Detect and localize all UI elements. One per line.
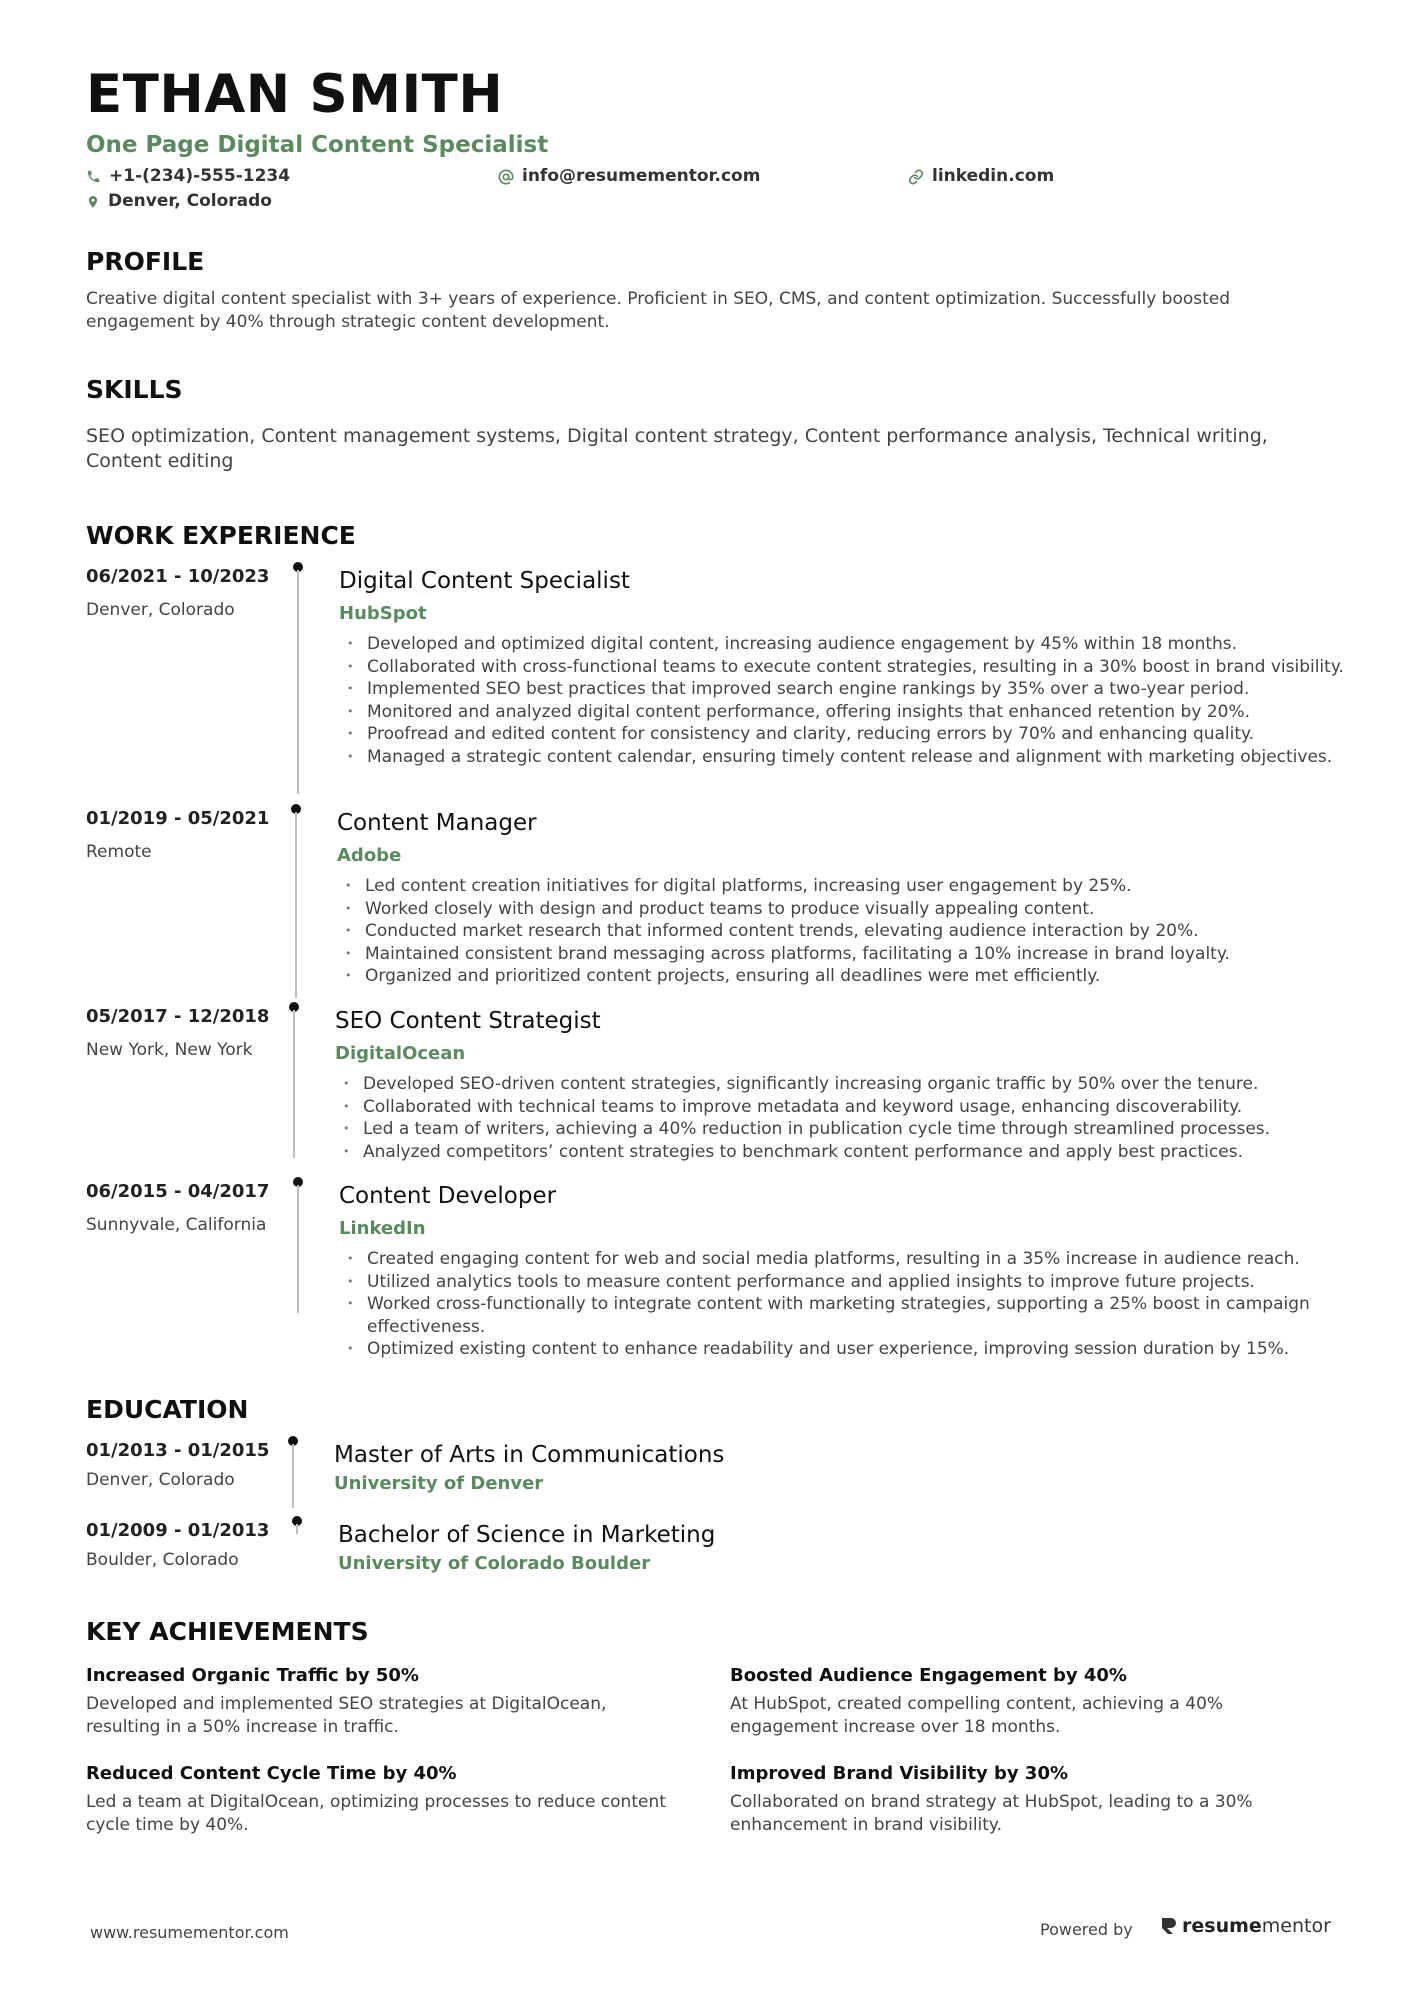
list-item: • Implemented SEO best practices that improved search engine rankings by 35% over a two-year period. <box>339 678 1349 701</box>
job-role: Content Manager <box>337 810 537 836</box>
job-role: Digital Content Specialist <box>339 568 630 594</box>
list-item: • Led content creation initiatives for digital platforms, increasing user engagement by 25%. <box>337 875 1347 898</box>
list-item: • Proofread and edited content for consistency and clarity, reducing errors by 70% and enhancing quality. <box>339 723 1349 746</box>
candidate-name: ETHAN SMITH <box>86 64 504 125</box>
job-role: SEO Content Strategist <box>335 1008 601 1034</box>
job-dates: 06/2015 - 04/2017 <box>86 1181 270 1202</box>
education-heading: EDUCATION <box>86 1395 249 1424</box>
timeline-line <box>297 1185 299 1313</box>
job-bullets <box>337 875 1347 988</box>
list-item: • Developed and optimized digital content, increasing audience engagement by 45% within 18 months. <box>339 633 1349 656</box>
logo-text-light: mentor <box>1261 1915 1331 1937</box>
profile-heading: PROFILE <box>86 247 205 276</box>
job-bullets <box>335 1073 1345 1163</box>
education-dates: 01/2013 - 01/2015 <box>86 1440 270 1461</box>
achievement-text: Collaborated on brand strategy at HubSpot, leading to a 30% enhancement in brand visibility. <box>730 1792 1253 1835</box>
list-item: • Developed SEO-driven content strategies, significantly increasing organic traffic by 50% over the tenure. <box>335 1073 1345 1096</box>
contact-linkedin[interactable] <box>908 168 1054 185</box>
location-pin-icon <box>86 194 100 210</box>
list-item: • Led a team of writers, achieving a 40% reduction in publication cycle time through streamlined processes. <box>335 1118 1345 1141</box>
education-location: Boulder, Colorado <box>86 1550 239 1570</box>
education-location: Denver, Colorado <box>86 1470 235 1490</box>
contact-location <box>86 193 272 210</box>
achievement-item <box>86 1765 686 1837</box>
timeline-line <box>292 1444 294 1508</box>
job-dates: 01/2019 - 05/2021 <box>86 808 270 829</box>
list-item: • Worked closely with design and product teams to produce visually appealing content. <box>337 898 1347 921</box>
achievement-item <box>86 1667 686 1739</box>
achievement-item <box>730 1667 1330 1739</box>
job-company: LinkedIn <box>339 1218 426 1239</box>
job-role: Content Developer <box>339 1183 557 1209</box>
skills-heading: SKILLS <box>86 375 183 404</box>
achievement-title: Improved Brand Visibility by 30% <box>730 1763 1069 1784</box>
job-bullets <box>339 633 1349 768</box>
work-experience-heading: WORK EXPERIENCE <box>86 521 356 550</box>
job-location: New York, New York <box>86 1040 253 1060</box>
achievement-text: At HubSpot, created compelling content, achieving a 40% engagement increase over 18 months. <box>730 1694 1224 1737</box>
achievement-text: Developed and implemented SEO strategies at DigitalOcean, resulting in a 50% increase in traffic. <box>86 1694 607 1737</box>
resumementor-logo[interactable] <box>1160 1915 1331 1937</box>
job-location: Sunnyvale, California <box>86 1215 267 1235</box>
skills-text: SEO optimization, Content management systems, Digital content strategy, Content performance analysis, Technical writing, Content editing <box>86 425 1268 472</box>
list-item: • Maintained consistent brand messaging across platforms, facilitating a 10% increase in brand loyalty. <box>337 943 1347 966</box>
list-item: • Utilized analytics tools to measure content performance and applied insights to improve future projects. <box>339 1271 1349 1294</box>
contact-email[interactable] <box>498 168 760 185</box>
education-school: University of Colorado Boulder <box>338 1553 651 1574</box>
profile-text: Creative digital content specialist with 3+ years of experience. Proficient in SEO, CMS, and content optimization. Successfully boosted engagement by 40% through strategic content development. <box>86 289 1231 332</box>
phone-text: +1-(234)-555-1234 <box>109 166 291 186</box>
job-company: DigitalOcean <box>335 1043 466 1064</box>
education-degree: Bachelor of Science in Marketing <box>338 1522 716 1548</box>
list-item: • Analyzed competitors’ content strategies to benchmark content performance and apply best practices. <box>335 1141 1345 1164</box>
timeline-line <box>295 812 297 998</box>
footer-powered-by: Powered by <box>1040 1920 1133 1939</box>
linkedin-text: linkedin.com <box>932 166 1055 186</box>
job-bullets <box>339 1248 1349 1361</box>
list-item: • Monitored and analyzed digital content performance, offering insights that enhanced retention by 20%. <box>339 701 1349 724</box>
education-school: University of Denver <box>334 1473 544 1494</box>
footer-website-link[interactable]: www.resumementor.com <box>90 1923 289 1942</box>
job-title: One Page Digital Content Specialist <box>86 132 549 158</box>
job-company: HubSpot <box>339 603 427 624</box>
location-text: Denver, Colorado <box>108 191 272 211</box>
contact-phone[interactable] <box>86 168 290 185</box>
timeline-line <box>297 570 299 794</box>
achievement-title: Increased Organic Traffic by 50% <box>86 1665 419 1686</box>
list-item: • Organized and prioritized content projects, ensuring all deadlines were met efficiently. <box>337 965 1347 988</box>
job-company: Adobe <box>337 845 402 866</box>
at-sign-icon <box>498 169 514 185</box>
phone-icon <box>86 169 101 184</box>
job-location: Remote <box>86 842 152 862</box>
achievement-title: Reduced Content Cycle Time by 40% <box>86 1763 457 1784</box>
timeline-line <box>296 1524 298 1534</box>
email-text: info@resumementor.com <box>522 166 761 186</box>
achievement-text: Led a team at DigitalOcean, optimizing processes to reduce content cycle time by 40%. <box>86 1792 666 1835</box>
education-dates: 01/2009 - 01/2013 <box>86 1520 270 1541</box>
education-degree: Master of Arts in Communications <box>334 1442 725 1468</box>
list-item: • Managed a strategic content calendar, ensuring timely content release and alignment with marketing objectives. <box>339 746 1349 769</box>
list-item: • Optimized existing content to enhance readability and user experience, improving session duration by 15%. <box>339 1338 1349 1361</box>
list-item: • Collaborated with cross-functional teams to execute content strategies, resulting in a 30% boost in brand visibility. <box>339 656 1349 679</box>
list-item: • Collaborated with technical teams to improve metadata and keyword usage, enhancing discoverability. <box>335 1096 1345 1119</box>
job-dates: 06/2021 - 10/2023 <box>86 566 270 587</box>
achievement-item <box>730 1765 1330 1837</box>
list-item: • Created engaging content for web and social media platforms, resulting in a 35% increase in audience reach. <box>339 1248 1349 1271</box>
list-item: • Worked cross-functionally to integrate content with marketing strategies, supporting a 25% boost in campaign effectiveness. <box>339 1293 1349 1338</box>
timeline-line <box>293 1010 295 1158</box>
job-location: Denver, Colorado <box>86 600 235 620</box>
list-item: • Conducted market research that informed content trends, elevating audience interaction by 20%. <box>337 920 1347 943</box>
job-dates: 05/2017 - 12/2018 <box>86 1006 270 1027</box>
key-achievements-heading: KEY ACHIEVEMENTS <box>86 1617 369 1646</box>
achievement-title: Boosted Audience Engagement by 40% <box>730 1665 1127 1686</box>
logo-text-bold: resume <box>1182 1915 1262 1937</box>
resumementor-logo-icon <box>1160 1916 1178 1936</box>
link-icon <box>908 169 924 185</box>
